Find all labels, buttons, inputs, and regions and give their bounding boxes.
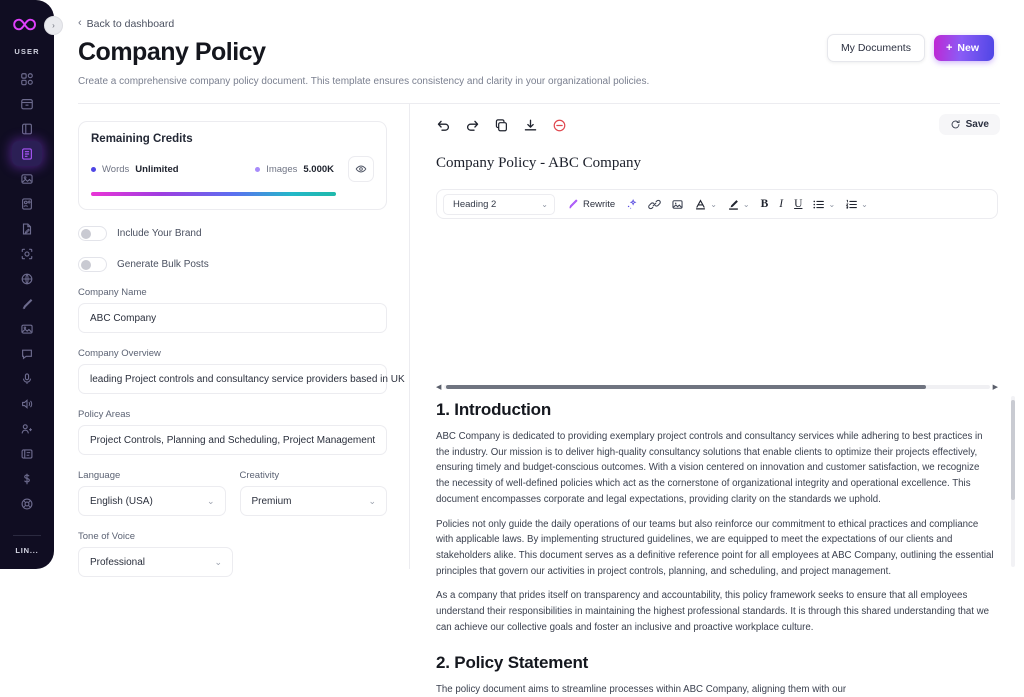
bold-button[interactable]: B xyxy=(760,198,769,210)
sidebar-icon-list xyxy=(0,66,54,516)
include-brand-toggle[interactable] xyxy=(78,226,107,241)
refresh-icon xyxy=(950,119,961,130)
language-select[interactable] xyxy=(78,486,226,516)
heading-style-value: Heading 2 xyxy=(453,198,497,210)
company-overview-label: Company Overview xyxy=(78,348,161,359)
sidebar-item-ai-profile[interactable] xyxy=(12,191,42,216)
template-form-panel xyxy=(54,104,409,569)
italic-button[interactable]: I xyxy=(779,198,784,210)
scrollbar-thumb[interactable] xyxy=(446,385,926,389)
header-actions xyxy=(827,34,994,62)
include-brand-label: Include Your Brand xyxy=(117,228,202,239)
sidebar-account-label[interactable]: LIN... xyxy=(15,546,39,555)
generate-bulk-posts-row xyxy=(78,257,387,272)
creativity-label: Creativity xyxy=(239,470,280,481)
sidebar-user-label: USER xyxy=(14,47,40,56)
my-documents-button[interactable]: My Documents xyxy=(827,34,925,62)
chevron-down-icon: ⌄ xyxy=(368,495,376,506)
copy-icon[interactable] xyxy=(494,118,509,133)
paragraph-3: As a company that prides itself on transparency and accountability, this policy framework seeks to ensure that all employees understand their responsibilities in maintaining the highest professional standards. It is through this shared understanding that we can achieve our collective goals and foster an inclusive and proactive workplace culture. xyxy=(436,590,990,633)
main-area xyxy=(54,0,1024,695)
page-header xyxy=(54,0,1024,104)
images-value: 5.000K xyxy=(303,163,334,175)
eye-icon xyxy=(355,163,367,175)
save-button-label: Save xyxy=(965,119,989,130)
creativity-select[interactable] xyxy=(240,486,388,516)
document-scrollbar-thumb[interactable] xyxy=(1011,400,1015,500)
sidebar-item-id-card[interactable] xyxy=(12,441,42,466)
tone-of-voice-select[interactable] xyxy=(78,547,233,577)
credits-row xyxy=(91,156,374,182)
images-dot-icon xyxy=(255,167,260,172)
document-editor-panel xyxy=(409,104,1024,695)
chevron-down-icon: ⌄ xyxy=(206,495,215,506)
words-dot-icon xyxy=(91,167,96,172)
highlight-color-icon[interactable] xyxy=(727,198,740,211)
images-label: Images xyxy=(266,163,298,175)
numbered-list-chevron-down-icon[interactable]: ⌄ xyxy=(861,199,868,209)
sidebar-collapse-toggle[interactable]: › xyxy=(44,16,63,35)
text-color-chevron-down-icon[interactable]: ⌄ xyxy=(710,199,717,209)
company-name-input[interactable]: ABC Company xyxy=(78,303,387,333)
rewrite-button[interactable] xyxy=(567,198,615,210)
highlight-color-chevron-down-icon[interactable]: ⌄ xyxy=(742,199,750,209)
paragraph-1: ABC Company is dedicated to providing exemplary project controls and consultancy services while adhering to best practices in the industry. Our mission is to deliver high-quality consultancy solutions that enable clients to optimize their projects effectively, ensuring timely and budget-conscious outcomes. With a vision centered on innovation and customer satisfaction, we recognize the necessity of well-defined policies which act as the cornerstone of organizational integrity and operational excellence. This document encompasses corporate and legal expectations, providing clarity on the standards we uphold. xyxy=(436,431,983,505)
text-color-icon[interactable] xyxy=(694,198,707,211)
section-heading-policy-statement: 2. Policy Statement xyxy=(436,652,589,672)
document-content[interactable] xyxy=(410,396,1024,695)
heading-style-select[interactable] xyxy=(443,194,555,215)
tone-of-voice-value: Professional xyxy=(90,556,146,568)
remaining-credits-card xyxy=(78,121,387,210)
sidebar-item-dashboard-grid[interactable] xyxy=(12,66,42,91)
bulleted-list-chevron-down-icon[interactable]: ⌄ xyxy=(828,199,836,209)
content-columns xyxy=(54,104,1024,695)
sidebar-item-file-edit[interactable] xyxy=(12,216,42,241)
link-icon[interactable] xyxy=(648,198,661,211)
include-brand-row xyxy=(78,226,387,241)
scroll-right-arrow-icon[interactable]: ▶ xyxy=(992,384,998,391)
editor-action-bar xyxy=(410,104,1024,133)
toolbar-horizontal-scrollbar[interactable] xyxy=(436,383,998,391)
sidebar-item-speaker-audio[interactable] xyxy=(12,391,42,416)
words-value: Unlimited xyxy=(135,163,179,175)
toggle-knob xyxy=(81,260,91,270)
company-overview-input[interactable]: leading Project controls and consultancy service providers based in UK xyxy=(78,364,387,394)
scroll-left-arrow-icon[interactable]: ◀ xyxy=(436,384,442,391)
plus-icon: + xyxy=(945,41,953,54)
bulleted-list-icon[interactable] xyxy=(812,198,825,211)
section-heading-introduction: 1. Introduction xyxy=(436,400,552,419)
generate-bulk-posts-toggle[interactable] xyxy=(78,257,107,272)
sidebar-item-chat[interactable] xyxy=(12,341,42,366)
new-button[interactable] xyxy=(934,35,994,61)
chevron-down-icon: ⌄ xyxy=(214,556,222,567)
download-icon[interactable] xyxy=(523,118,538,133)
chevron-down-icon: ⌄ xyxy=(541,199,548,209)
brand-logo[interactable] xyxy=(10,13,44,35)
sidebar-item-globe-web[interactable] xyxy=(12,266,42,291)
sidebar-item-photo-gallery[interactable] xyxy=(12,316,42,341)
sidebar-item-billing-dollar[interactable] xyxy=(12,466,42,491)
left-nav-sidebar xyxy=(0,0,54,569)
numbered-list-icon[interactable] xyxy=(845,198,858,211)
new-button-label: New xyxy=(957,42,979,54)
sidebar-item-add-user[interactable] xyxy=(12,416,42,441)
generate-bulk-posts-label: Generate Bulk Posts xyxy=(117,259,209,270)
toggle-knob xyxy=(81,229,91,239)
language-creativity-row xyxy=(78,455,387,516)
creativity-value: Premium xyxy=(251,495,292,507)
sidebar-item-archive-box[interactable] xyxy=(12,91,42,116)
magic-pen-icon xyxy=(567,198,579,210)
formatting-toolbar xyxy=(436,189,998,219)
paragraph-2: Policies not only guide the daily operations of our teams but also reinforce our commitment to ethical practices and compliance with applicable laws. By implementing structured guidelines, we are equipped to meet the expectations of our clients and stakeholders alike. This document serves as a definitive reference point for all employees at ABC Company, outlining the essential principles that govern our activities in project controls, planning, and scheduling, and project management. xyxy=(436,518,994,577)
scrollbar-track[interactable] xyxy=(444,385,989,389)
page-title: Company Policy xyxy=(78,38,266,66)
sidebar-item-book-panel[interactable] xyxy=(12,116,42,141)
document-title: Company Policy - ABC Company xyxy=(436,155,642,171)
ai-sparkle-icon[interactable] xyxy=(625,198,638,211)
language-value: English (USA) xyxy=(90,495,153,507)
rewrite-label: Rewrite xyxy=(583,198,616,210)
chevron-left-icon: ‹ xyxy=(78,17,82,29)
sidebar-item-image[interactable] xyxy=(12,166,42,191)
sidebar-item-support-lifebuoy[interactable] xyxy=(12,491,42,516)
save-button[interactable] xyxy=(939,114,1000,135)
sidebar-bottom xyxy=(0,529,54,555)
sidebar-item-documents[interactable] xyxy=(12,141,42,166)
tone-of-voice-label: Tone of Voice xyxy=(78,531,136,542)
credits-progress-bar xyxy=(91,192,336,196)
policy-areas-label: Policy Areas xyxy=(78,409,131,420)
back-to-dashboard-link[interactable] xyxy=(78,18,174,30)
underline-button[interactable]: U xyxy=(794,198,803,210)
words-label: Words xyxy=(102,163,130,175)
language-label: Language xyxy=(78,470,121,481)
redo-icon[interactable] xyxy=(465,118,480,133)
sidebar-item-pen-brush[interactable] xyxy=(12,291,42,316)
back-link-label: Back to dashboard xyxy=(86,17,175,30)
company-name-label: Company Name xyxy=(78,287,147,298)
paragraph-4: The policy document aims to streamline processes within ABC Company, aligning them with our xyxy=(436,683,847,695)
toggle-credits-visibility-button[interactable] xyxy=(348,156,374,182)
undo-icon[interactable] xyxy=(436,118,451,133)
sidebar-item-microphone[interactable] xyxy=(12,366,42,391)
delete-circle-icon[interactable] xyxy=(552,118,567,133)
insert-image-icon[interactable] xyxy=(671,198,684,211)
sidebar-divider xyxy=(13,535,41,536)
page-subtitle: Create a comprehensive company policy document. This template ensures consistency and clarity in your organizational policies. xyxy=(78,76,650,87)
policy-areas-input[interactable]: Project Controls, Planning and Scheduling, Project Management xyxy=(78,425,387,455)
sidebar-item-scan-object[interactable] xyxy=(12,241,42,266)
credits-title: Remaining Credits xyxy=(91,133,193,145)
